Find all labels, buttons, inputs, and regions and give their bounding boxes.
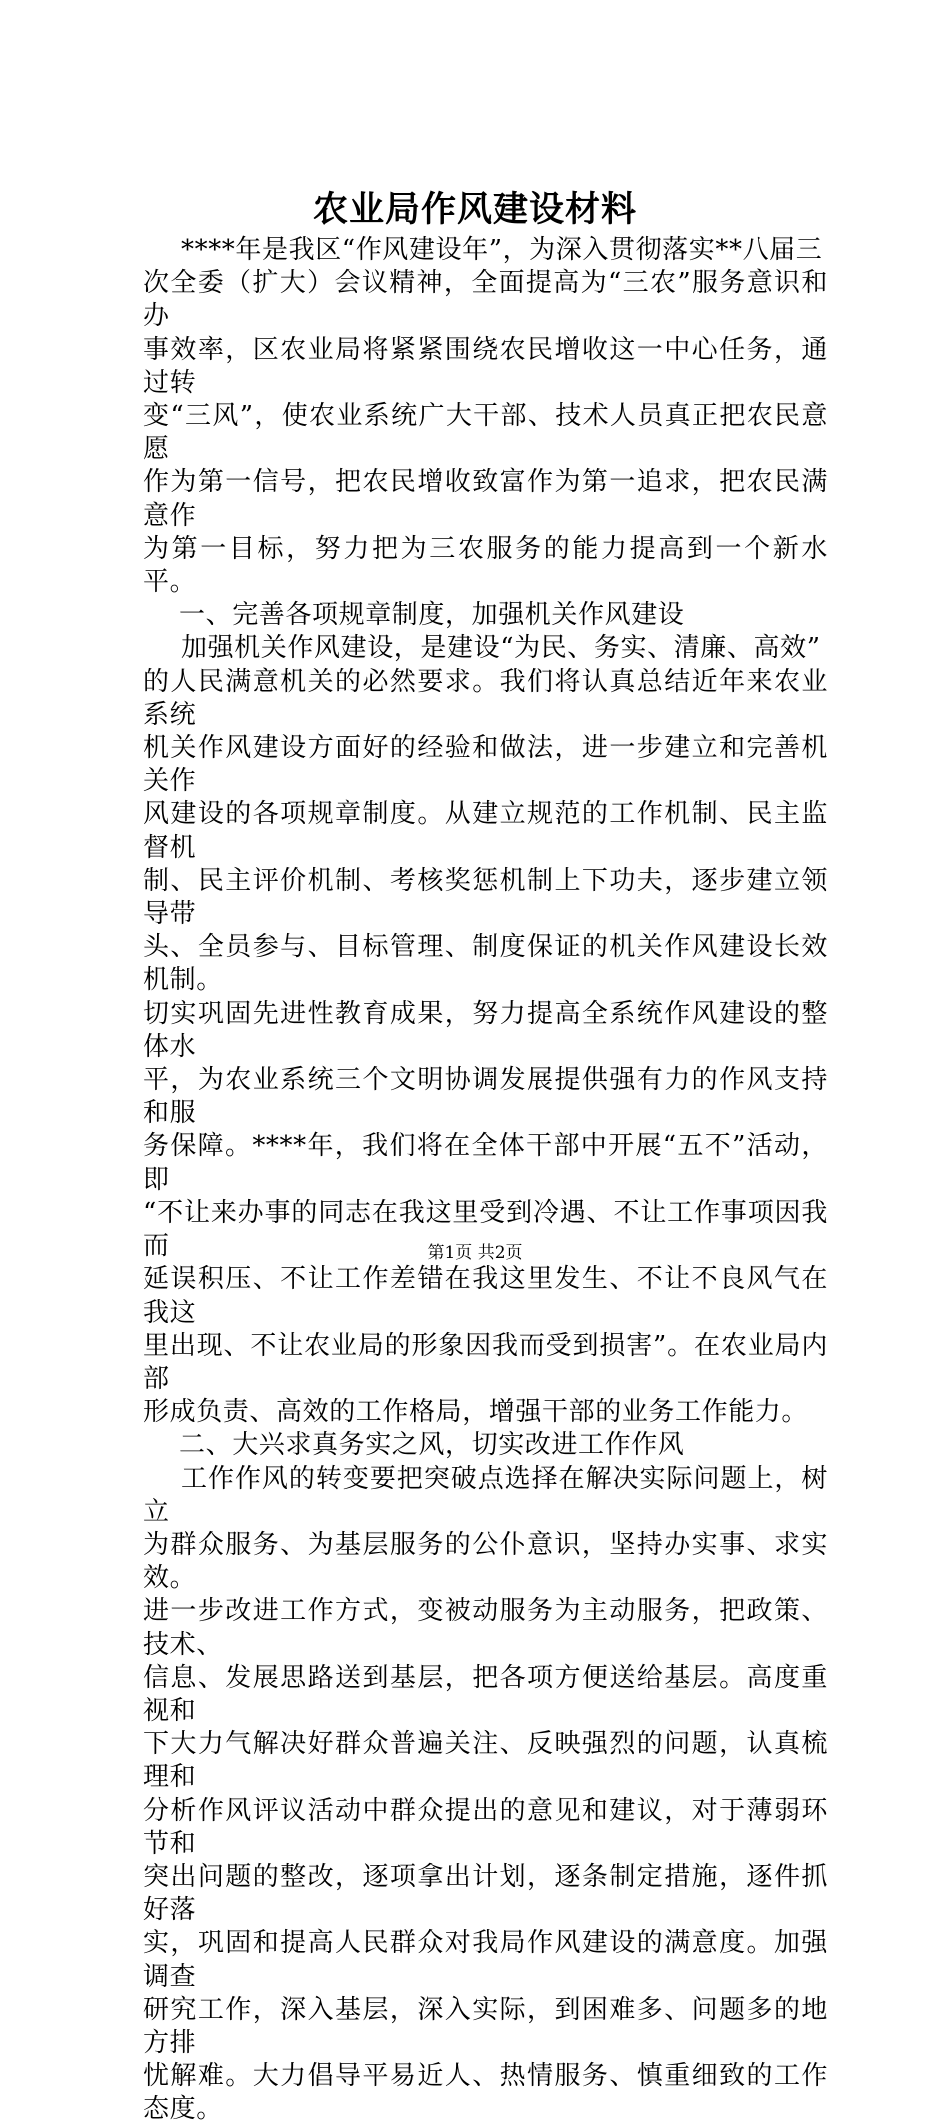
document-title: 农业局作风建设材料 (312, 189, 637, 230)
intro-paragraph: ****年是我区“作风建设年”，为深入贯彻落实**八届三 次全委（扩大）会议精神，全面提高为“三农”服务意识和办 事效率，区农业局将紧紧围绕农民增收这一中心任务，通过转 变“三风”，使农业系统广大干部、技术人员真正把农民意愿 作为第一信号，把农民增收致富作为第一追求，把农民满意作 为第一目标，努力把为三农服务的能力提高到一个新水平。 (143, 235, 828, 598)
section-2-paragraph: 工作作风的转变要把突破点选择在解决实际问题上，树立 为群众服务、为基层服务的公仆意识，坚持办实事、求实效。 进一步改进工作方式，变被动服务为主动服务，把政策、技术、 信息、发展思路送到基层，把各项方便送给基层。高度重视和 下大力气解决好群众普遍关注、反映强烈的问题，认真梳理和 分析作风评议活动中群众提出的意见和建议，对于薄弱环节和 突出问题的整改，逐项拿出计划，逐条制定措施，逐件抓好落 实，巩固和提高人民群众对我局作风建设的满意度。加强调查 研究工作，深入基层，深入实际，到困难多、问题多的地方排 忧解难。大力倡导平易近人、热情服务、慎重细致的工作态度。 (143, 1463, 828, 2125)
page-footer: 第1页 共2页 (427, 1243, 523, 1263)
section-heading-2: 二、大兴求真务实之风，切实改进工作作风 (179, 1430, 685, 1461)
section-heading-1: 一、完善各项规章制度，加强机关作风建设 (179, 600, 685, 631)
section-1-paragraph: 加强机关作风建设，是建设“为民、务实、清廉、高效” 的人民满意机关的必然要求。我们将认真总结近年来农业系统 机关作风建设方面好的经验和做法，进一步建立和完善机关作 风建设的各项规章制度。从建立规范的工作机制、民主监督机 制、民主评价机制、考核奖惩机制上下功夫，逐步建立领导带 头、全员参与、目标管理、制度保证的机关作风建设长效机制。 切实巩固先进性教育成果，努力提高全系统作风建设的整体水 平，为农业系统三个文明协调发展提供强有力的作风支持和服 务保障。****年，我们将在全体干部中开展“五不”活动，即 “不让来办事的同志在我这里受到冷遇、不让工作事项因我而 延误积压、不让工作差错在我这里发生、不让不良风气在我这 里出现、不让农业局的形象因我而受到损害”。在农业局内部 形成负责、高效的工作格局，增强干部的业务工作能力。 (143, 633, 828, 1428)
document-body (143, 234, 828, 2127)
